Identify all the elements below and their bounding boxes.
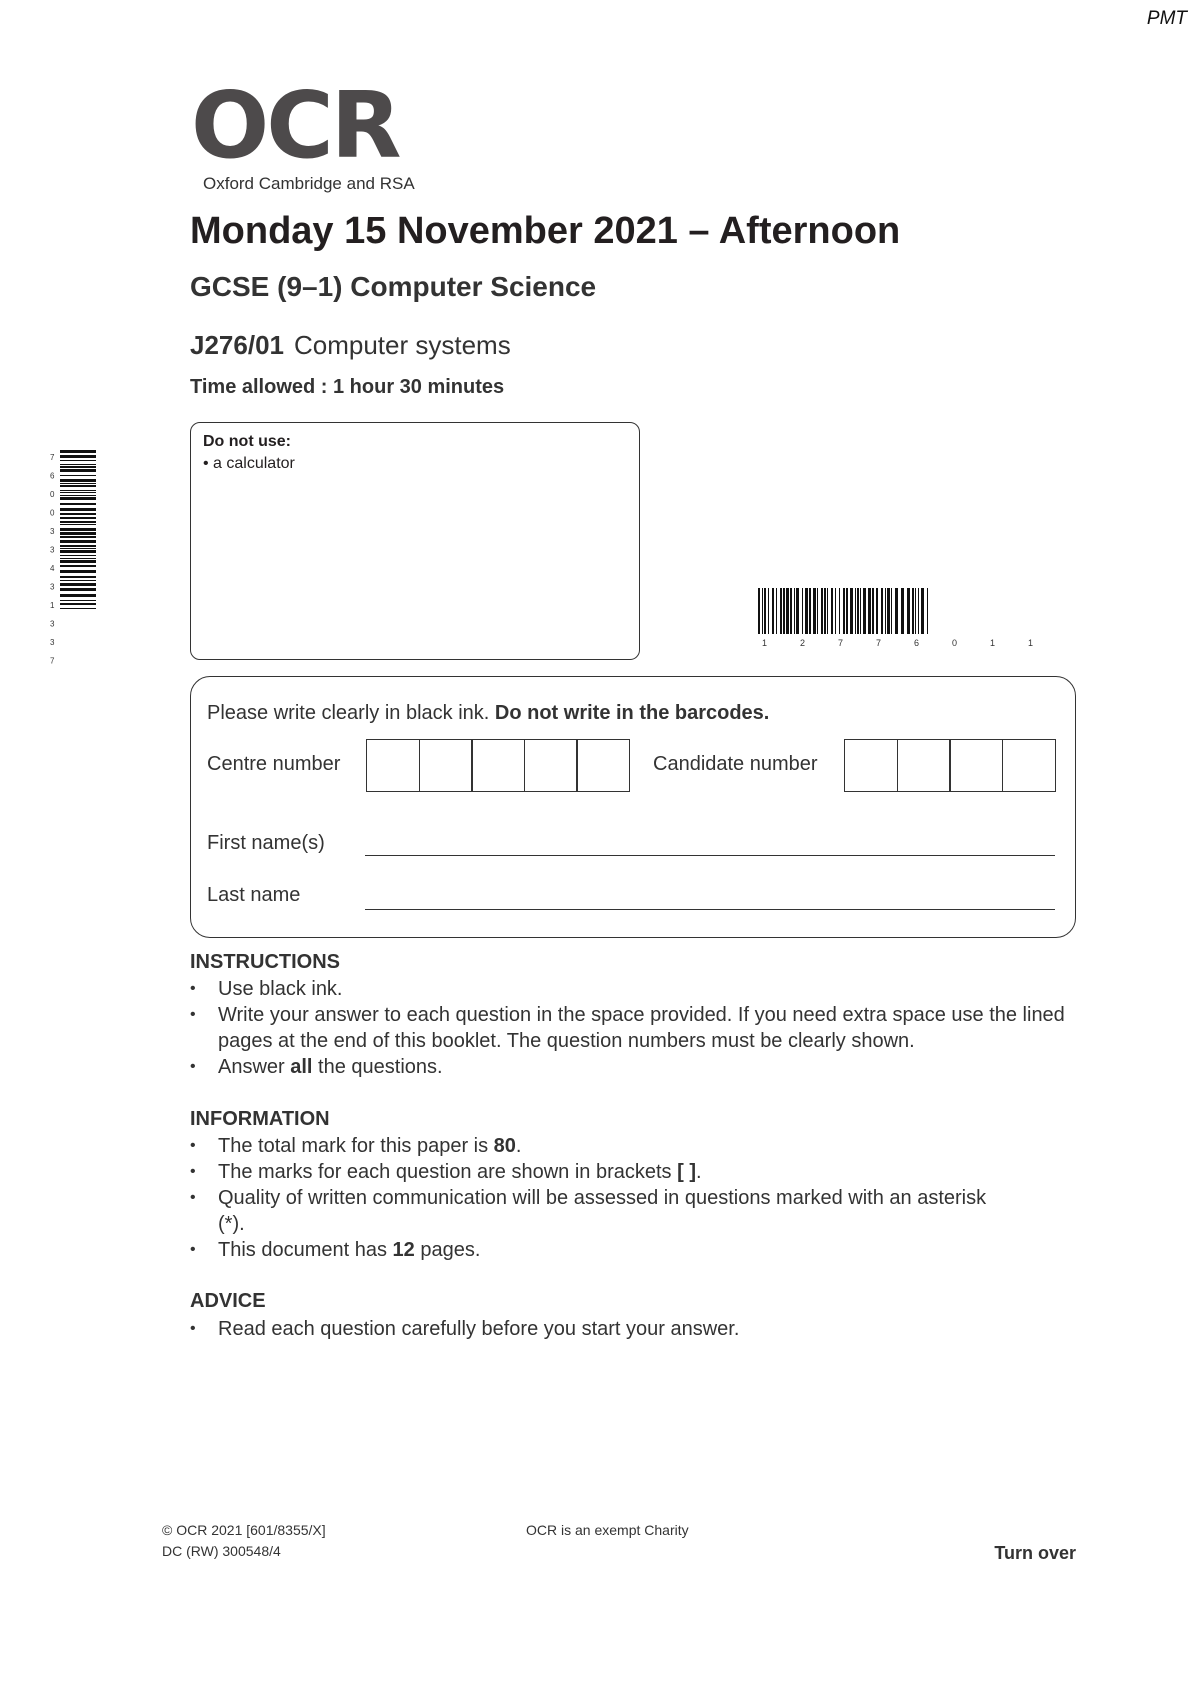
- information-list: [190, 1133, 1010, 1263]
- barcode-digit: 3: [50, 619, 55, 629]
- vertical-barcode-graphic: [50, 450, 96, 675]
- barcode-digit: 3: [50, 545, 55, 555]
- centre-number-cell[interactable]: [471, 739, 525, 792]
- candidate-prompt: Please write clearly in black ink. Do not write in the barcodes.: [207, 702, 770, 724]
- paper-line: [190, 330, 511, 361]
- vertical-barcode: [50, 450, 96, 675]
- barcode-digit: 7: [876, 638, 882, 648]
- candidate-number-label: Candidate number: [653, 753, 818, 775]
- first-name-field[interactable]: [365, 855, 1055, 856]
- centre-number-cell[interactable]: [419, 739, 473, 792]
- charity-text: OCR is an exempt Charity: [526, 1522, 689, 1538]
- barcode-digit: 6: [50, 471, 55, 481]
- last-name-field[interactable]: [365, 909, 1055, 910]
- turn-over-text: Turn over: [994, 1543, 1076, 1563]
- instruction-item: • Write your answer to each question in the space provided. If you need extra space use the lined pages at the end of this booklet. The question numbers must be clearly shown.: [190, 1002, 1090, 1054]
- exam-date: Monday 15 November 2021 – Afternoon: [190, 210, 901, 252]
- barcode-digit: 1: [990, 638, 996, 648]
- barcode-digit: 7: [838, 638, 844, 648]
- centre-number-cell[interactable]: [576, 739, 630, 792]
- exam-subject: GCSE (9–1) Computer Science: [190, 271, 597, 302]
- document-code: DC (RW) 300548/4: [162, 1543, 281, 1559]
- instructions-list: [190, 976, 1090, 1080]
- barcode-digit: 7: [50, 453, 55, 462]
- barcode-digit: 0: [50, 508, 55, 518]
- barcode-digit: 3: [50, 582, 55, 592]
- barcode-digit: 7: [50, 656, 55, 666]
- paper-title: Computer systems: [293, 330, 511, 360]
- information-item: • The marks for each question are shown in brackets [ ].: [190, 1159, 1010, 1185]
- information-item: • Quality of written communication will be assessed in questions marked with an asterisk (*).: [190, 1185, 1010, 1237]
- barcode-digit: 0: [952, 638, 958, 648]
- do-not-use-item: • a calculator: [203, 455, 295, 472]
- candidate-number-cell[interactable]: [897, 739, 951, 792]
- candidate-number-cell[interactable]: [1002, 739, 1056, 792]
- centre-number-label: Centre number: [207, 753, 341, 775]
- horizontal-barcode: [758, 588, 1040, 648]
- barcode-digit: 3: [50, 527, 55, 536]
- barcode-digit: 1: [1028, 638, 1034, 648]
- barcode-digit: 1: [50, 601, 55, 610]
- advice-heading: ADVICE: [190, 1290, 266, 1312]
- barcode-digit: 6: [914, 638, 920, 648]
- information-heading: INFORMATION: [190, 1108, 330, 1130]
- centre-number-cell[interactable]: [524, 739, 578, 792]
- advice-item: • Read each question carefully before you start your answer.: [190, 1316, 1090, 1342]
- candidate-details-box: [190, 676, 1076, 938]
- instructions-heading: INSTRUCTIONS: [190, 951, 340, 973]
- do-not-use-box: [190, 422, 640, 660]
- barcode-digit: 3: [50, 638, 55, 647]
- candidate-number-grid: [844, 739, 1054, 792]
- candidate-number-cell[interactable]: [949, 739, 1003, 792]
- candidate-number-cell[interactable]: [844, 739, 898, 792]
- ocr-logo-subtitle: Oxford Cambridge and RSA: [203, 174, 415, 193]
- advice-list: [190, 1316, 1090, 1342]
- last-name-label: Last name: [207, 884, 301, 906]
- centre-number-grid: [366, 739, 629, 792]
- horizontal-barcode-graphic: [758, 588, 1040, 648]
- barcode-digit: 1: [762, 638, 768, 648]
- ocr-logo: OCR: [191, 72, 399, 179]
- information-item: • The total mark for this paper is 80.: [190, 1133, 1010, 1159]
- centre-number-cell[interactable]: [366, 739, 420, 792]
- instruction-item: • Answer all the questions.: [190, 1054, 1090, 1080]
- barcode-digit: 2: [800, 638, 806, 648]
- time-allowed: Time allowed : 1 hour 30 minutes: [190, 376, 505, 398]
- do-not-use-title: Do not use:: [203, 433, 291, 450]
- barcode-digit: 0: [50, 490, 55, 499]
- copyright-text: © OCR 2021 [601/8355/X]: [162, 1522, 326, 1538]
- first-name-label: First name(s): [207, 832, 325, 854]
- information-item: • This document has 12 pages.: [190, 1237, 1010, 1263]
- instruction-item: • Use black ink.: [190, 976, 1090, 1002]
- barcode-digit: 4: [50, 564, 55, 573]
- corner-mark: PMT: [1146, 8, 1187, 29]
- paper-code: J276/01: [190, 330, 284, 360]
